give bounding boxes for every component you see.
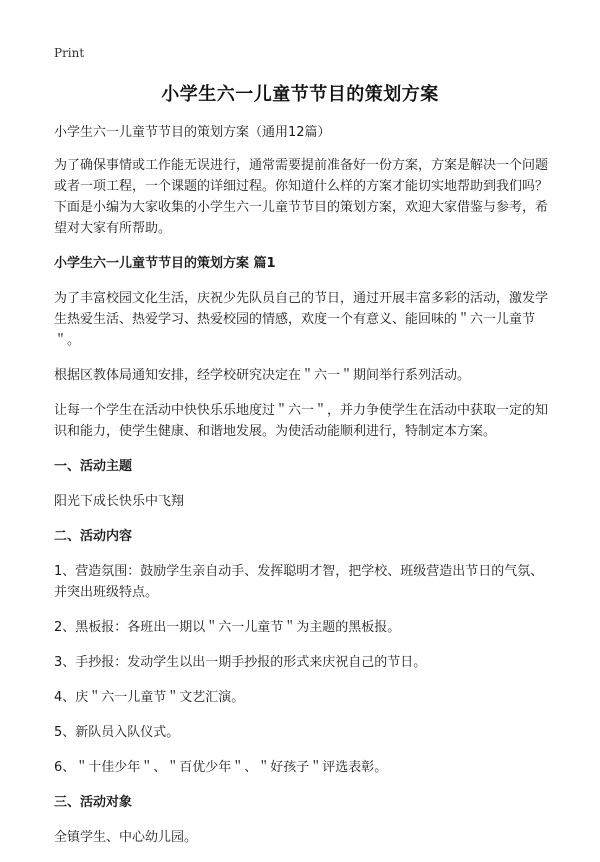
document-body — [54, 122, 554, 862]
body-paragraph: 让每一个学生在活动中快快乐乐地度过＂六一＂，并力争使学生在活动中获取一定的知识和能力，使学生健康、和谐地发展。为使活动能顺利进行，特制定本方案。 — [54, 403, 549, 439]
list-item: 1、营造氛围：鼓励学生亲自动手、发挥聪明才智，把学校、班级营造出节日的气氛、并突出班级特点。 — [54, 564, 544, 600]
theme-text: 阳光下成长快乐中飞翔 — [54, 494, 185, 509]
list-item: 4、庆＂六一儿童节＂文艺汇演。 — [54, 690, 245, 705]
intro-paragraph: 为了确保事情或工作能无误进行，通常需要提前准备好一份方案，方案是解决一个问题或者一项工程，一个课题的详细过程。你知道什么样的方案才能切实地帮助到我们吗？下面是小编为大家收集的小学生六一儿童节节目的策划方案，欢迎大家借鉴与参考，希望对大家有所帮助。 — [54, 158, 549, 236]
heading-target: 三、活动对象 — [54, 795, 133, 810]
document-subtitle: 小学生六一儿童节节目的策划方案（通用12篇） — [54, 125, 331, 140]
body-paragraph: 根据区教体局通知安排，经学校研究决定在＂六一＂期间举行系列活动。 — [54, 368, 471, 383]
target-text: 全镇学生、中心幼儿园。 — [54, 830, 198, 845]
section-heading: 小学生六一儿童节节目的策划方案 篇1 — [54, 256, 276, 271]
body-paragraph: 为了丰富校园文化生活，庆祝少先队员自己的节日，通过开展丰富多彩的活动，激发学生热爱生活、热爱学习、热爱校园的情感，欢度一个有意义、能回味的＂六一儿童节＂。 — [54, 291, 549, 348]
list-item: 6、＂十佳少年＂、＂百优少年＂、＂好孩子＂评选表彰。 — [54, 760, 388, 775]
document-title: 小学生六一儿童节节目的策划方案 — [161, 84, 439, 105]
heading-theme: 一、活动主题 — [54, 459, 133, 474]
list-item: 3、手抄报：发动学生以出一期手抄报的形式来庆祝自己的节日。 — [54, 655, 427, 670]
print-link[interactable]: Print — [54, 46, 85, 60]
heading-content: 二、活动内容 — [54, 529, 133, 544]
list-item: 2、黑板报：各班出一期以＂六一儿童节＂为主题的黑板报。 — [54, 620, 401, 635]
list-item: 5、新队员入队仪式。 — [54, 725, 180, 740]
